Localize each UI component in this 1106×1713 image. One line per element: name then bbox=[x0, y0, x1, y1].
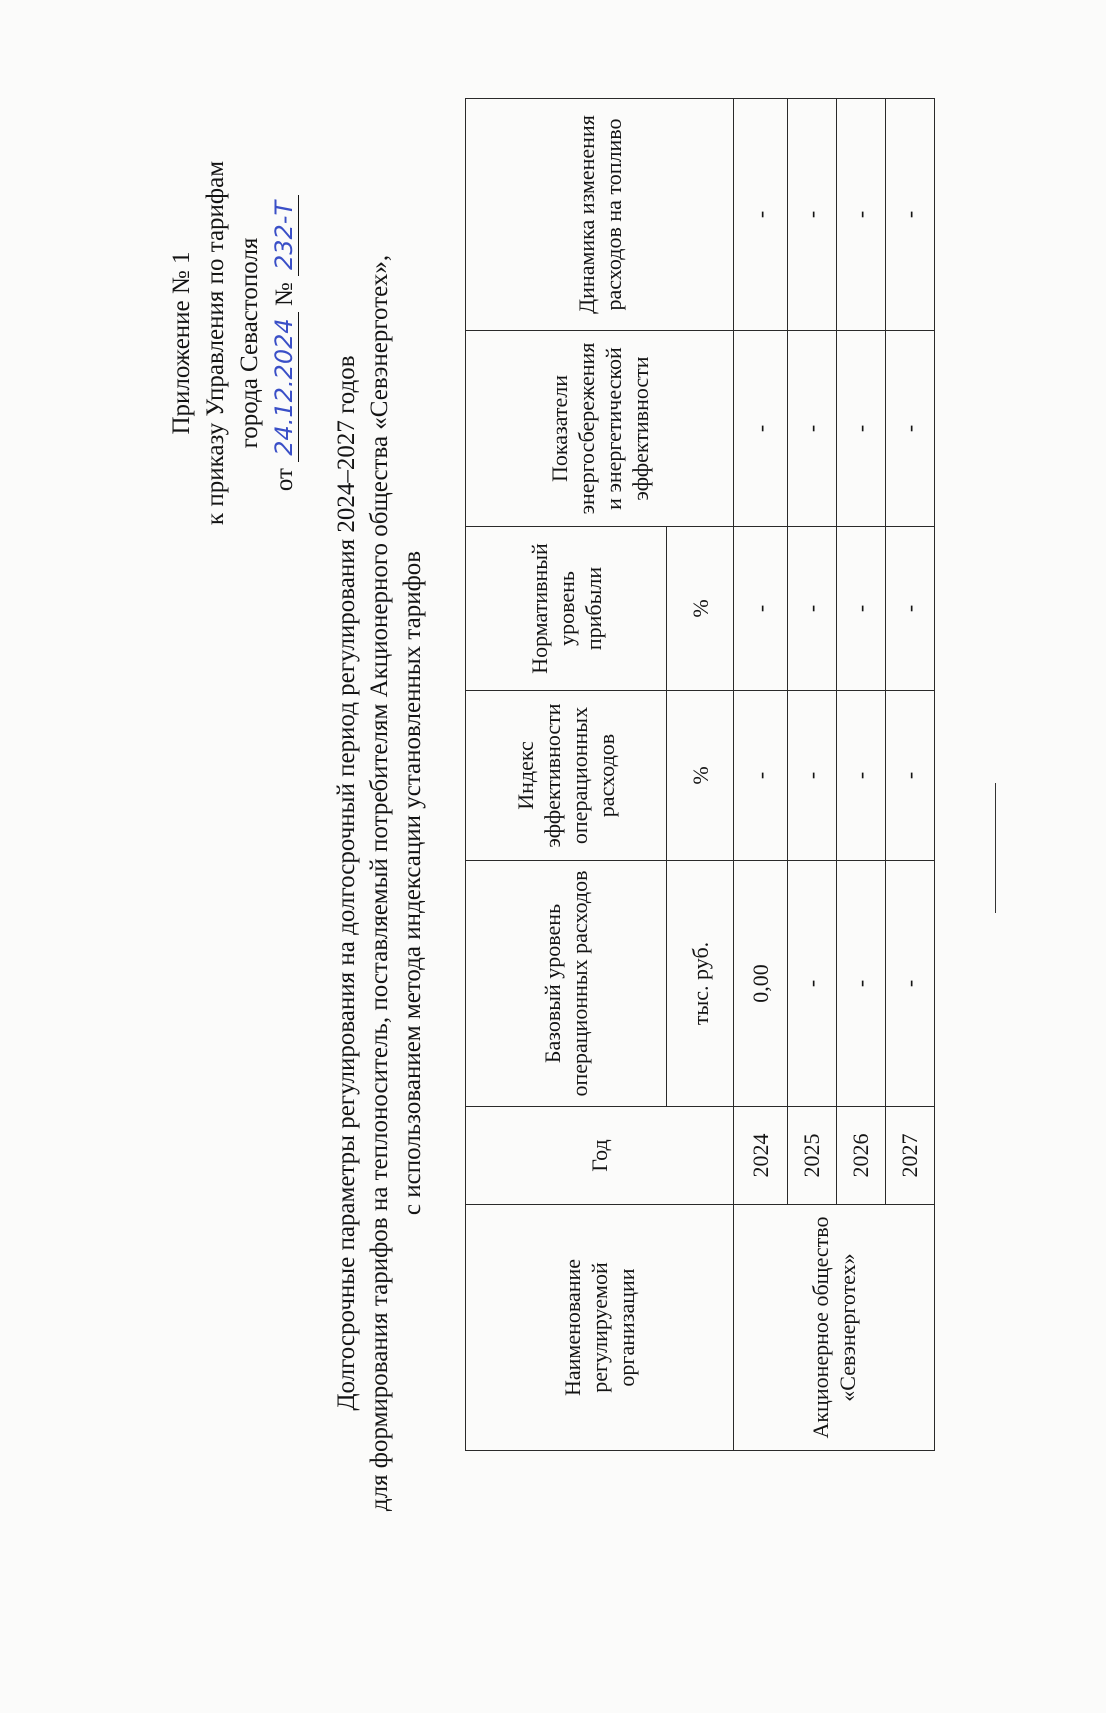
cell-profit-level: - bbox=[836, 527, 885, 691]
cell-year: 2024 bbox=[734, 1107, 788, 1205]
cell-energy-saving: - bbox=[787, 331, 836, 527]
cell-year: 2027 bbox=[885, 1107, 934, 1205]
number-label: № bbox=[271, 282, 298, 307]
heading-line-2: для формирования тарифов на теплоноситель, поставляемый потребителям Акционерного общества «Севэнерготех», bbox=[366, 254, 393, 1512]
cell-base-level: - bbox=[836, 861, 885, 1107]
header-fuel-dynamics: Динамика изменения расходов на топливо bbox=[466, 99, 734, 331]
appendix-number: Приложение № 1 bbox=[168, 251, 195, 435]
from-label: от bbox=[271, 468, 298, 492]
cell-energy-saving: - bbox=[885, 331, 934, 527]
cell-fuel-dynamics: - bbox=[787, 99, 836, 331]
order-date-number bbox=[267, 123, 302, 563]
document-heading bbox=[330, 233, 429, 1533]
header-year: Год bbox=[466, 1107, 734, 1205]
cell-base-level: - bbox=[787, 861, 836, 1107]
cell-efficiency-index: - bbox=[787, 691, 836, 861]
cell-year: 2026 bbox=[836, 1107, 885, 1205]
cell-year: 2025 bbox=[787, 1107, 836, 1205]
unit-base-level: тыс. руб. bbox=[667, 861, 734, 1107]
order-reference: к приказу Управления по тарифам bbox=[202, 160, 229, 526]
approval-block bbox=[165, 123, 302, 563]
heading-line-1: Долгосрочные параметры регулирования на долгосрочный период регулирования 2024–2027 годов bbox=[333, 355, 360, 1411]
handwritten-number: 232-Т bbox=[270, 195, 299, 276]
header-efficiency-index: Индекс эффективности операционных расходов bbox=[466, 691, 667, 861]
table-row bbox=[734, 99, 788, 1451]
heading-line-3: с использованием метода индексации установленных тарифов bbox=[399, 550, 426, 1216]
city-name: города Севастополя bbox=[236, 237, 263, 449]
unit-profit-level: % bbox=[667, 527, 734, 691]
cell-profit-level: - bbox=[787, 527, 836, 691]
header-org-name: Наименование регулируемой организации bbox=[466, 1205, 734, 1451]
cell-profit-level: - bbox=[734, 527, 788, 691]
end-rule bbox=[995, 783, 996, 913]
handwritten-date: 24.12.2024 bbox=[270, 312, 299, 461]
cell-fuel-dynamics: - bbox=[836, 99, 885, 331]
cell-efficiency-index: - bbox=[885, 691, 934, 861]
cell-fuel-dynamics: - bbox=[734, 99, 788, 331]
cell-base-level: - bbox=[885, 861, 934, 1107]
cell-efficiency-index: - bbox=[836, 691, 885, 861]
cell-efficiency-index: - bbox=[734, 691, 788, 861]
cell-fuel-dynamics: - bbox=[885, 99, 934, 331]
header-energy-saving: Показатели энергосбережения и энергетической эффективности bbox=[466, 331, 734, 527]
header-base-level: Базовый уровень операционных расходов bbox=[466, 861, 667, 1107]
unit-efficiency-index: % bbox=[667, 691, 734, 861]
parameters-table bbox=[465, 98, 935, 1451]
header-profit-level: Нормативный уровень прибыли bbox=[466, 527, 667, 691]
cell-energy-saving: - bbox=[836, 331, 885, 527]
cell-energy-saving: - bbox=[734, 331, 788, 527]
organization-name: Акционерное общество «Севэнерготех» bbox=[734, 1205, 935, 1451]
cell-base-level: 0,00 bbox=[734, 861, 788, 1107]
cell-profit-level: - bbox=[885, 527, 934, 691]
